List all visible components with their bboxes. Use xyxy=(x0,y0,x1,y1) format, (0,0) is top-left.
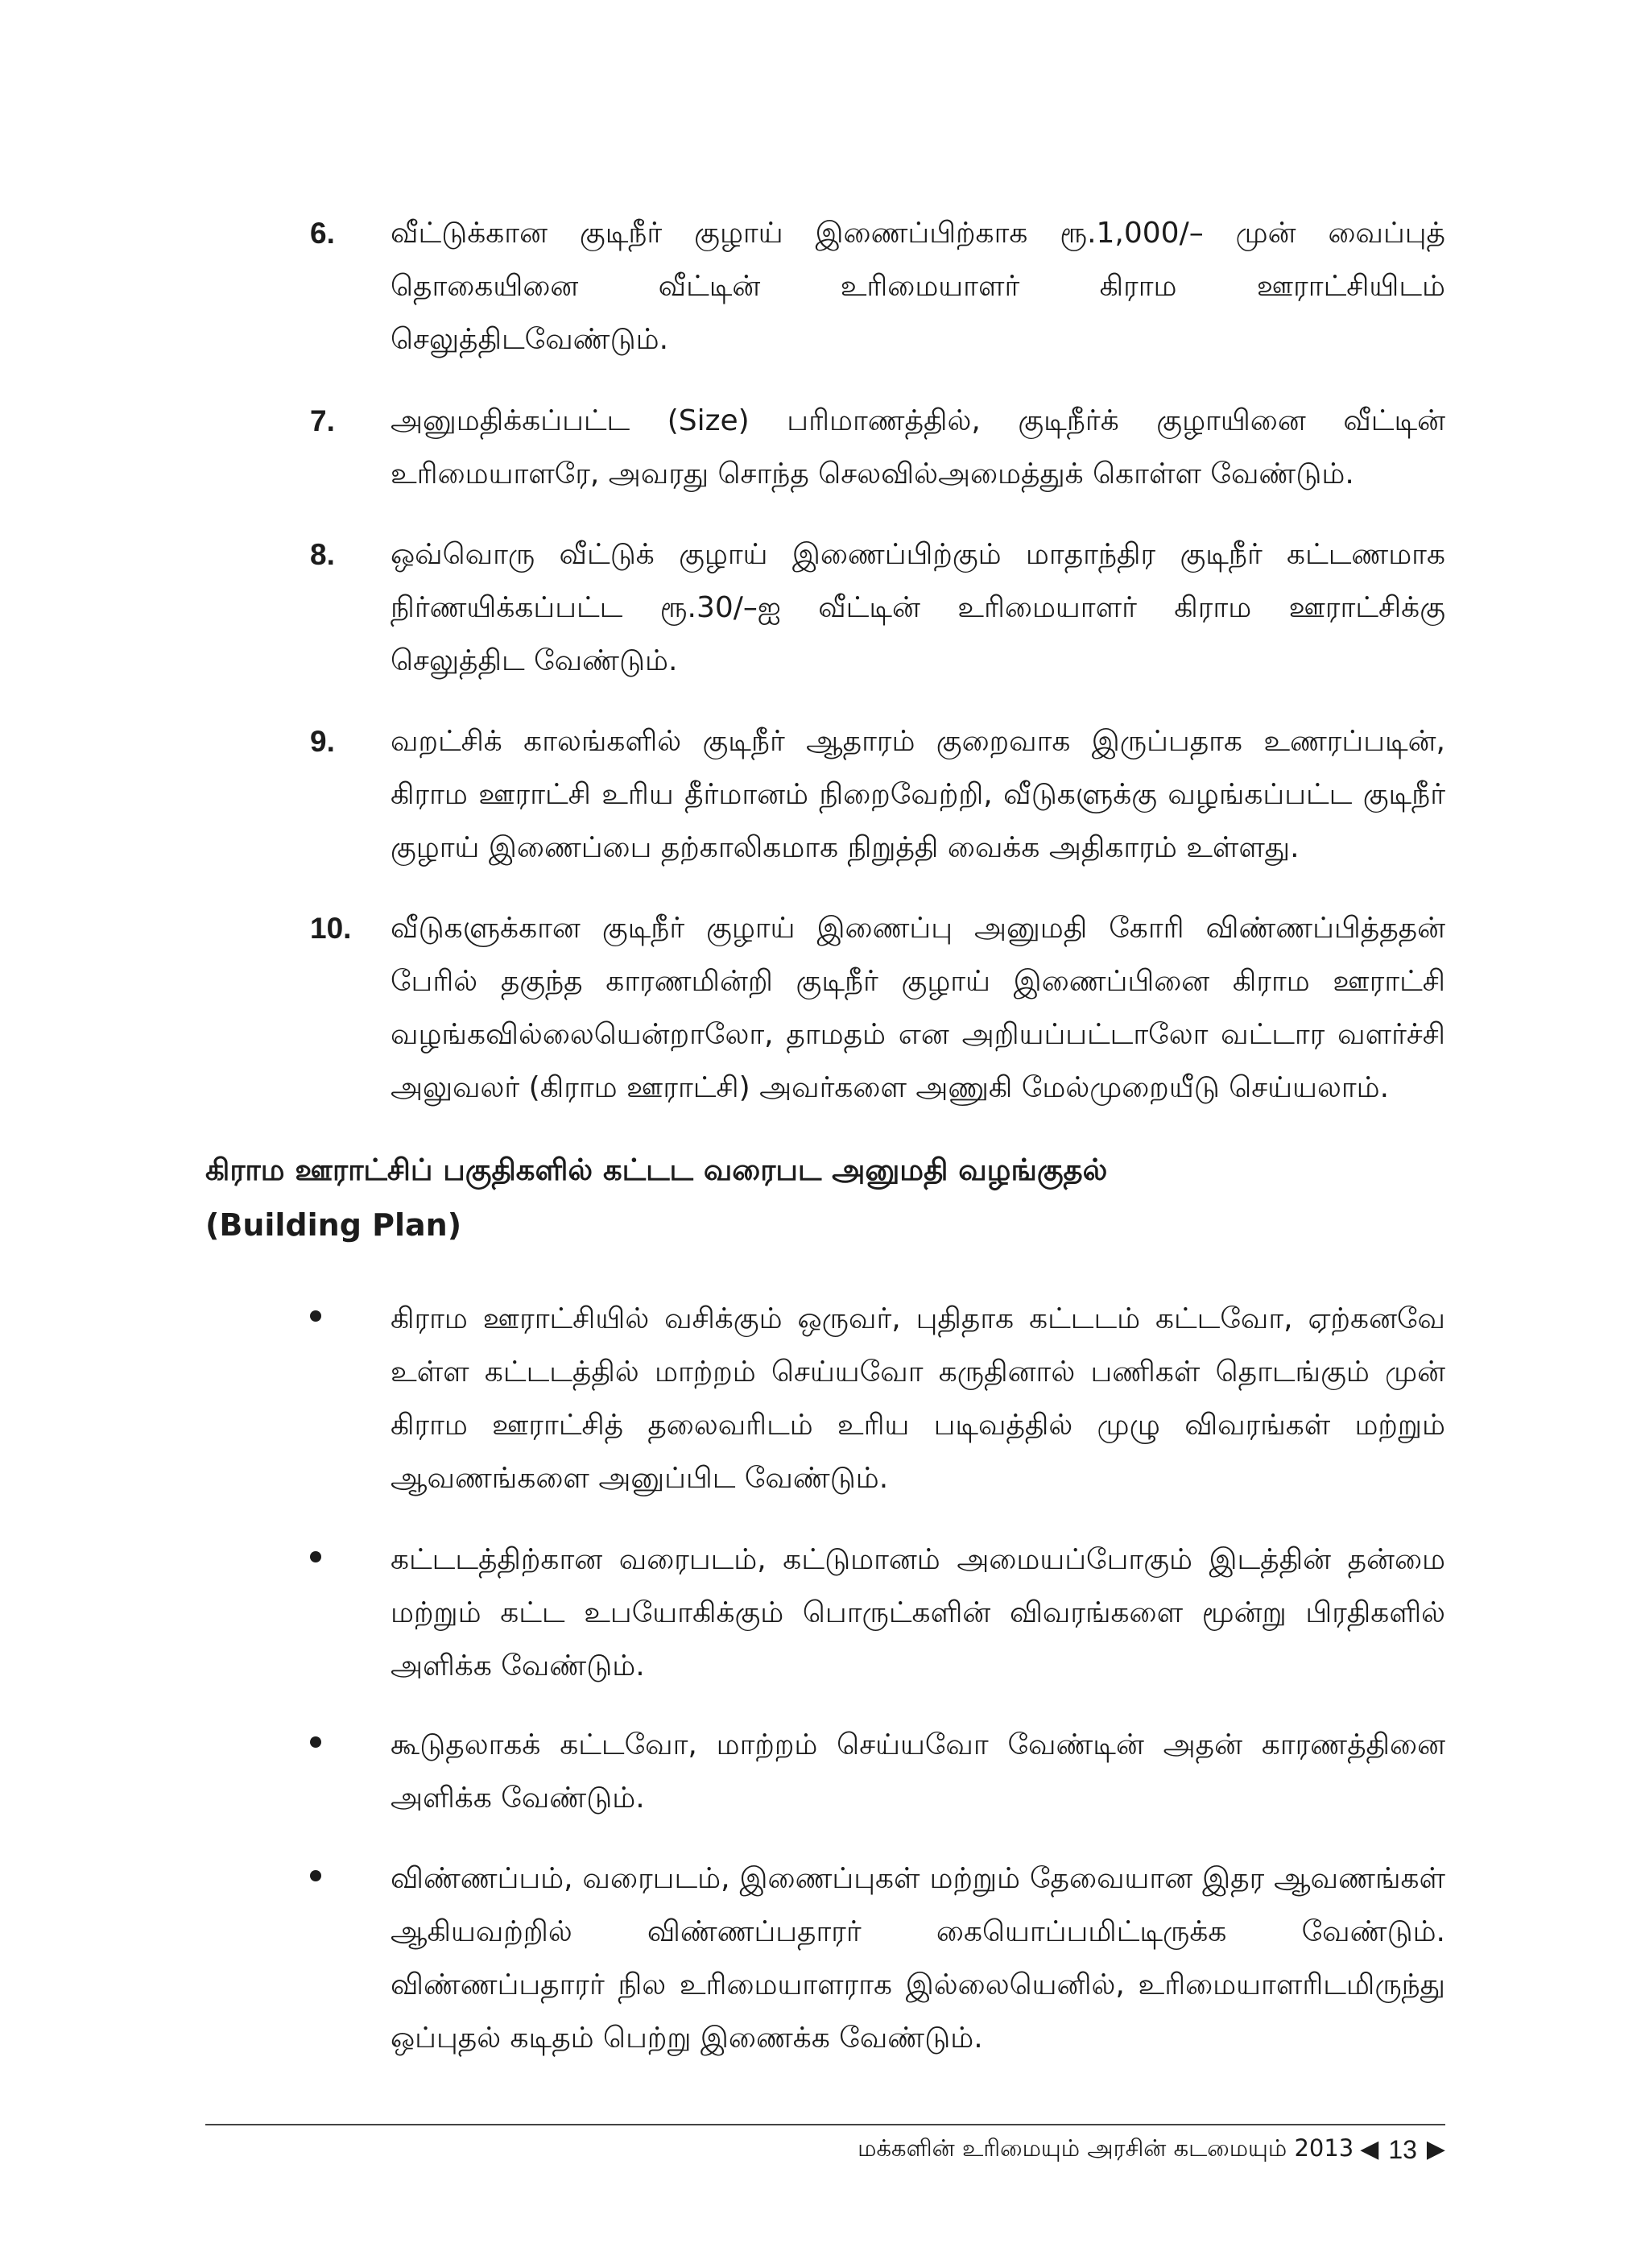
item-number: 6. xyxy=(310,217,335,250)
bullet-text: கட்டடத்திற்கான வரைபடம், கட்டுமானம் அமையப்போகும் இடத்தின் தன்மை மற்றும் கட்ட உபயோகிக்கும் பொருட்களின் விவரங்களை மூன்று பிரதிகளில் அளிக்க வேண்டும். xyxy=(391,1543,1445,1682)
item-number: 7. xyxy=(310,404,335,437)
item-number: 8. xyxy=(310,538,335,571)
page-number: 13 xyxy=(1388,2134,1417,2164)
section-heading-tamil: கிராம ஊராட்சிப் பகுதிகளில் கட்டட வரைபட அனுமதி வழங்குதல் xyxy=(205,1153,1108,1187)
item-text: அனுமதிக்கப்பட்ட (Size) பரிமாணத்தில், குடிநீர்க் குழாயினை வீட்டின் உரிமையாளரே, அவரது சொந்த செலவில்அமைத்துக் கொள்ள வேண்டும். xyxy=(391,404,1445,490)
bullet-icon xyxy=(310,1870,321,1881)
item-number: 10. xyxy=(310,912,352,945)
item-text: வறட்சிக் காலங்களில் குடிநீர் ஆதாரம் குறைவாக இருப்பதாக உணரப்படின், கிராம ஊராட்சி உரிய தீர்மானம் நிறைவேற்றி, வீடுகளுக்கு வழங்கப்பட்ட குடிநீர் குழாய் இணைப்பை தற்காலிகமாக நிறுத்தி வைக்க அதிகாரம் உள்ளது. xyxy=(391,725,1445,864)
section-heading xyxy=(205,1144,1413,1252)
bullet-icon xyxy=(310,1310,321,1322)
page-footer xyxy=(858,2134,1445,2165)
bullet-text: கூடுதலாகக் கட்டவோ, மாற்றம் செய்யவோ வேண்டின் அதன் காரணத்தினை அளிக்க வேண்டும். xyxy=(391,1728,1445,1815)
bullet-text: விண்ணப்பம், வரைபடம், இணைப்புகள் மற்றும் தேவையான இதர ஆவணங்கள் ஆகியவற்றில் விண்ணப்பதாரர் கையொப்பமிட்டிருக்க வேண்டும். விண்ணப்பதாரர் நில உரிமையாளராக இல்லையெனில், உரிமையாளரிடமிருந்து ஒப்புதல் கடிதம் பெற்று இணைக்க வேண்டும். xyxy=(391,1862,1445,2055)
footer-title: மக்களின் உரிமையும் அரசின் கடமையும் 2013 xyxy=(858,2134,1354,2162)
section-heading-english: (Building Plan) xyxy=(205,1207,462,1243)
item-text: ஒவ்வொரு வீட்டுக் குழாய் இணைப்பிற்கும் மாதாந்திர குடிநீர் கட்டணமாக நிர்ணயிக்கப்பட்ட ரூ.30/–ஐ வீட்டின் உரிமையாளர் கிராம ஊராட்சிக்கு செலுத்திட வேண்டும். xyxy=(391,538,1445,677)
next-page-arrow-icon: ▶ xyxy=(1426,2135,1445,2163)
bullet-icon xyxy=(310,1551,321,1562)
footer-divider xyxy=(205,2124,1445,2125)
item-text: வீடுகளுக்கான குடிநீர் குழாய் இணைப்பு அனுமதி கோரி விண்ணப்பித்ததன் பேரில் தகுந்த காரணமின்றி குடிநீர் குழாய் இணைப்பினை கிராம ஊராட்சி வழங்கவில்லையென்றாலோ, தாமதம் என அறியப்பட்டாலோ வட்டார வளர்ச்சி அலுவலர் (கிராம ஊராட்சி) அவர்களை அணுகி மேல்முறையீடு செய்யலாம். xyxy=(391,912,1445,1104)
item-number: 9. xyxy=(310,725,335,758)
item-text: வீட்டுக்கான குடிநீர் குழாய் இணைப்பிற்காக ரூ.1,000/– முன் வைப்புத் தொகையினை வீட்டின் உரிமையாளர் கிராம ஊராட்சியிடம் செலுத்திடவேண்டும். xyxy=(391,217,1445,356)
bullet-text: கிராம ஊராட்சியில் வசிக்கும் ஒருவர், புதிதாக கட்டடம் கட்டவோ, ஏற்கனவே உள்ள கட்டடத்தில் மாற்றம் செய்யவோ கருதினால் பணிகள் தொடங்கும் முன் கிராம ஊராட்சித் தலைவரிடம் உரிய படிவத்தில் முழு விவரங்கள் மற்றும் ஆவணங்களை அனுப்பிட வேண்டும். xyxy=(391,1302,1445,1495)
prev-page-arrow-icon: ◀ xyxy=(1360,2135,1379,2163)
bullet-icon xyxy=(310,1736,321,1748)
